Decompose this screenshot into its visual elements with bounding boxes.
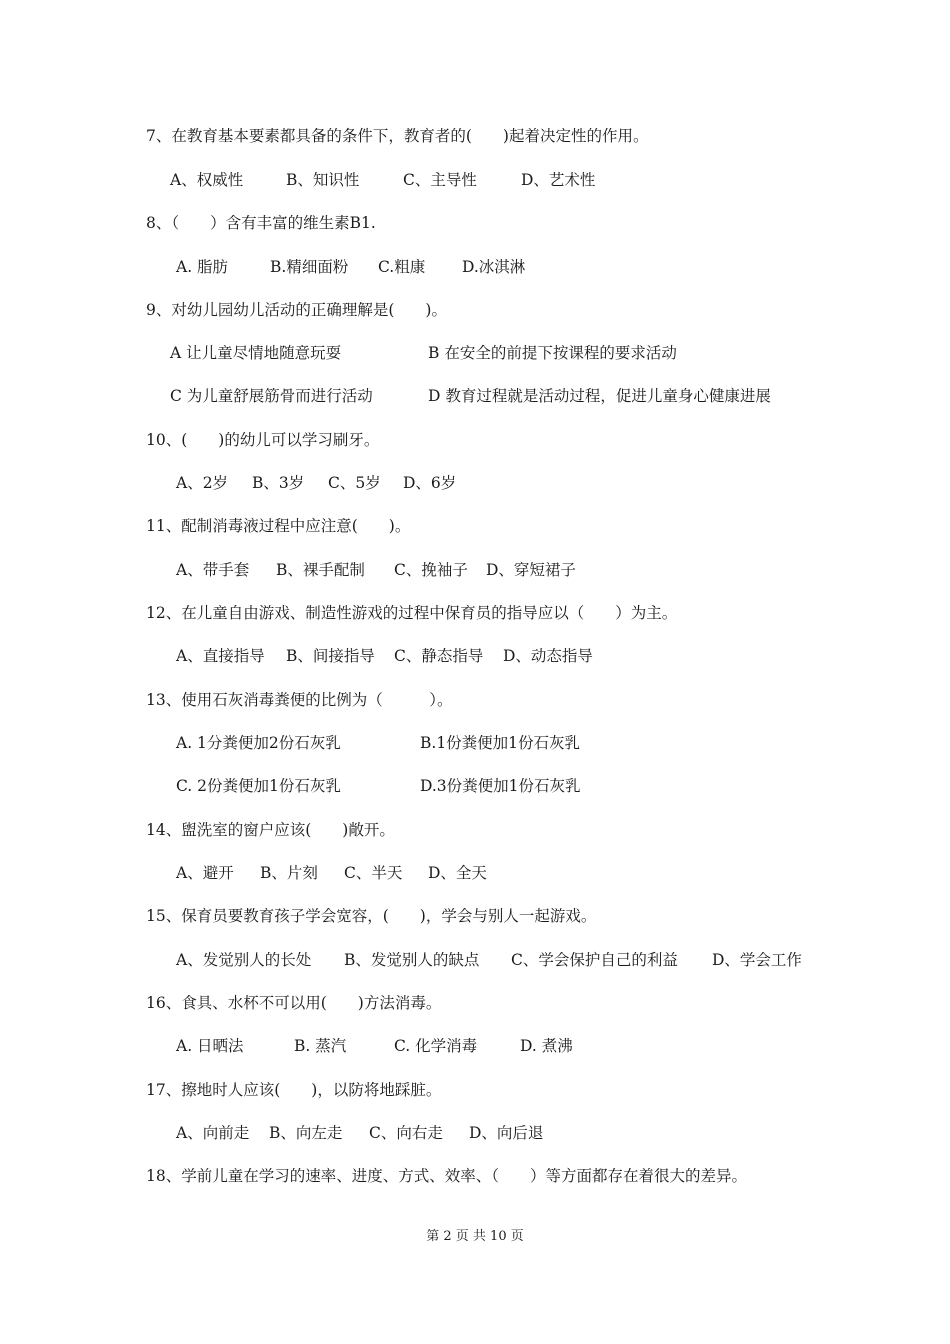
question-8-option-b: B.精细面粉 (270, 258, 349, 276)
question-7-option-a: A、权威性 (170, 171, 244, 189)
question-10-option-a: A、2岁 (176, 474, 229, 492)
question-10-stem: 10、( )的幼儿可以学习刷牙。 (146, 431, 380, 449)
question-13-option-c: C. 2份粪便加1份石灰乳 (176, 777, 341, 795)
question-17-option-c: C、向右走 (369, 1124, 443, 1142)
question-8-stem: 8、（ ）含有丰富的维生素B1. (146, 214, 376, 232)
question-10-option-d: D、6岁 (403, 474, 457, 492)
page-footer: 第 2 页 共 10 页 (426, 1229, 524, 1244)
question-14-option-d: D、全天 (428, 864, 487, 882)
question-8-option-c: C.粗康 (378, 258, 426, 276)
question-12-stem: 12、在儿童自由游戏、制造性游戏的过程中保育员的指导应以（ ）为主。 (146, 604, 678, 622)
question-15-stem: 15、保育员要教育孩子学会宽容，( )，学会与别人一起游戏。 (146, 907, 597, 925)
question-17-option-b: B、向左走 (269, 1124, 343, 1142)
question-9-option-b: B 在安全的前提下按课程的要求活动 (428, 344, 677, 362)
question-9-option-d: D 教育过程就是活动过程，促进儿童身心健康进展 (428, 387, 771, 405)
question-11-option-a: A、带手套 (176, 561, 250, 579)
question-16-option-a: A. 日晒法 (176, 1037, 244, 1055)
question-15-option-c: C、学会保护自己的利益 (511, 951, 678, 969)
question-9-option-a: A 让儿童尽情地随意玩耍 (170, 344, 342, 362)
question-15-option-b: B、发觉别人的缺点 (344, 951, 480, 969)
question-7-option-c: C、主导性 (403, 171, 477, 189)
question-15-option-a: A、发觉别人的长处 (176, 951, 312, 969)
question-18-stem: 18、学前儿童在学习的速率、进度、方式、效率、（ ）等方面都存在着很大的差异。 (146, 1167, 747, 1185)
question-8-option-d: D.冰淇淋 (462, 258, 526, 276)
question-10-option-b: B、3岁 (252, 474, 305, 492)
question-17-option-a: A、向前走 (176, 1124, 250, 1142)
question-16-option-c: C. 化学消毒 (394, 1037, 478, 1055)
question-11-option-d: D、穿短裙子 (486, 561, 576, 579)
question-14-option-a: A、避开 (176, 864, 234, 882)
question-13-option-d: D.3份粪便加1份石灰乳 (420, 777, 581, 795)
question-14-option-b: B、片刻 (260, 864, 318, 882)
question-11-option-b: B、裸手配制 (276, 561, 365, 579)
question-13-option-b: B.1份粪便加1份石灰乳 (420, 734, 581, 752)
question-13-stem: 13、使用石灰消毒粪便的比例为（ ）。 (146, 691, 453, 709)
question-9-option-c: C 为儿童舒展筋骨而进行活动 (170, 387, 373, 405)
question-12-option-a: A、直接指导 (176, 647, 265, 665)
question-17-stem: 17、擦地时人应该( )，以防将地踩脏。 (146, 1081, 442, 1099)
question-16-stem: 16、食具、水杯不可以用( )方法消毒。 (146, 994, 442, 1012)
question-7-option-b: B、知识性 (286, 171, 360, 189)
question-11-stem: 11、配制消毒液过程中应注意( )。 (146, 517, 411, 535)
question-7-stem: 7、在教育基本要素都具备的条件下，教育者的( )起着决定性的作用。 (146, 127, 649, 145)
question-8-option-a: A. 脂肪 (176, 258, 229, 276)
question-16-option-b: B. 蒸汽 (294, 1037, 347, 1055)
question-15-option-d: D、学会工作 (712, 951, 802, 969)
question-16-option-d: D. 煮沸 (520, 1037, 573, 1055)
question-12-option-b: B、间接指导 (286, 647, 375, 665)
question-12-option-d: D、动态指导 (503, 647, 593, 665)
question-14-option-c: C、半天 (344, 864, 403, 882)
question-14-stem: 14、盥洗室的窗户应该( )敞开。 (146, 821, 395, 839)
question-13-option-a: A. 1分粪便加2份石灰乳 (176, 734, 341, 752)
question-17-option-d: D、向后退 (469, 1124, 544, 1142)
question-10-option-c: C、5岁 (328, 474, 381, 492)
question-9-stem: 9、对幼儿园幼儿活动的正确理解是( )。 (146, 301, 447, 319)
question-7-option-d: D、艺术性 (521, 171, 596, 189)
question-12-option-c: C、静态指导 (394, 647, 484, 665)
question-11-option-c: C、挽袖子 (394, 561, 468, 579)
